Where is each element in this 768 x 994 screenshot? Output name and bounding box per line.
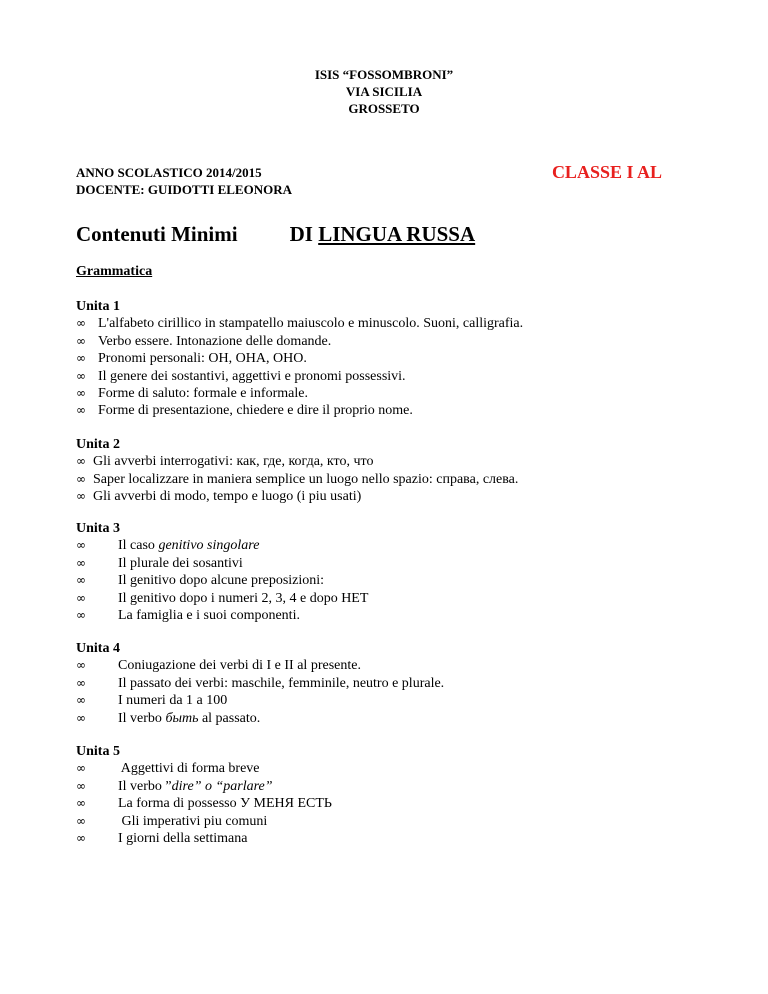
- item-emphasis: быть: [165, 710, 199, 726]
- unit-list: [76, 537, 368, 624]
- infinity-bullet-icon: ∞: [76, 555, 86, 570]
- infinity-bullet-icon: ∞: [76, 573, 86, 588]
- section-heading: Grammatica: [76, 264, 153, 279]
- item-text: Saper localizzare in maniera semplice un luogo nello spazio: справа, слева.: [93, 471, 519, 487]
- item-text: Pronomi personali: OH, OHA, OHO.: [98, 351, 307, 367]
- unit-1: [76, 298, 523, 420]
- unit-heading: Unita 5: [76, 744, 120, 759]
- school-city: GROSSETO: [348, 101, 420, 116]
- unit-5: [76, 743, 332, 847]
- item-text: Il genitivo dopo alcune preposizioni:: [118, 573, 325, 589]
- unit-heading: Unita 2: [76, 437, 120, 452]
- unit-2: [76, 436, 518, 506]
- item-text: Aggettivi di forma breve: [118, 761, 260, 777]
- item-text: Il verbo ”: [118, 778, 172, 794]
- list-item: [76, 537, 368, 554]
- infinity-bullet-icon: ∞: [76, 658, 86, 673]
- unit-3: [76, 520, 368, 624]
- item-text-tail: al passato.: [198, 710, 261, 726]
- list-item: [76, 675, 444, 692]
- infinity-bullet-icon: ∞: [76, 761, 86, 776]
- list-item: [76, 710, 444, 727]
- school-year: ANNO SCOLASTICO 2014/2015: [76, 165, 262, 180]
- infinity-bullet-icon: ∞: [76, 351, 86, 366]
- list-item: [76, 590, 368, 607]
- item-text: L'alfabeto cirillico in stampatello maiuscolo e minuscolo. Suoni, calligrafia.: [98, 316, 524, 332]
- school-header: [0, 66, 768, 117]
- infinity-bullet-icon: ∞: [76, 675, 86, 690]
- unit-list: [76, 760, 332, 847]
- infinity-bullet-icon: ∞: [76, 693, 86, 708]
- list-item: [76, 350, 523, 367]
- unit-list: [76, 657, 444, 727]
- list-item: [76, 315, 523, 332]
- infinity-bullet-icon: ∞: [76, 778, 86, 793]
- title-part-3: LINGUA RUSSA: [318, 222, 476, 246]
- list-item: [76, 813, 332, 830]
- teacher: DOCENTE: GUIDOTTI ELEONORA: [76, 182, 292, 197]
- unit-heading: Unita 4: [76, 641, 120, 656]
- infinity-bullet-icon: ∞: [76, 386, 86, 401]
- list-item: [76, 760, 332, 777]
- unit-4: [76, 640, 444, 727]
- item-text: Coniugazione dei verbi di I e II al presente.: [118, 658, 361, 674]
- list-item: [76, 607, 368, 624]
- infinity-bullet-icon: ∞: [76, 710, 86, 725]
- page-title: [76, 222, 475, 247]
- list-item: [76, 488, 518, 505]
- item-text: Verbo essere. Intonazione delle domande.: [98, 333, 332, 349]
- item-text: I giorni della settimana: [118, 831, 248, 847]
- item-text: Il genere dei sostantivi, aggettivi e pronomi possessivi.: [98, 368, 406, 384]
- item-text: Gli avverbi interrogativi: как, где, когда, кто, что: [93, 454, 374, 470]
- infinity-bullet-icon: ∞: [76, 796, 86, 811]
- list-item: [76, 453, 518, 470]
- item-text: Il verbo: [118, 710, 166, 726]
- infinity-bullet-icon: ∞: [76, 333, 86, 348]
- infinity-bullet-icon: ∞: [76, 489, 86, 504]
- list-item: [76, 830, 332, 847]
- list-item: [76, 471, 518, 488]
- unit-list: [76, 315, 523, 419]
- title-part-1: Contenuti Minimi: [76, 222, 238, 246]
- list-item: [76, 555, 368, 572]
- unit-heading: Unita 1: [76, 299, 120, 314]
- infinity-bullet-icon: ∞: [76, 471, 86, 486]
- list-item: [76, 368, 523, 385]
- infinity-bullet-icon: ∞: [76, 316, 86, 331]
- class-label: CLASSE I AL: [551, 162, 662, 182]
- school-street: VIA SICILIA: [345, 84, 423, 99]
- school-name: ISIS “FOSSOMBRONI”: [314, 67, 454, 82]
- list-item: [76, 795, 332, 812]
- infinity-bullet-icon: ∞: [76, 454, 86, 469]
- title-part-2: DI: [289, 222, 319, 246]
- infinity-bullet-icon: ∞: [76, 831, 86, 846]
- item-text: Forme di presentazione, chiedere e dire il proprio nome.: [98, 403, 413, 419]
- infinity-bullet-icon: ∞: [76, 608, 86, 623]
- item-text: I numeri da 1 a 100: [118, 693, 228, 709]
- item-text: La famiglia e i suoi componenti.: [118, 608, 300, 624]
- item-text: Il caso: [118, 538, 159, 554]
- list-item: [76, 385, 523, 402]
- item-text: Forme di saluto: formale e informale.: [98, 386, 308, 402]
- item-emphasis: genitivo singolare: [158, 538, 260, 554]
- unit-heading: Unita 3: [76, 521, 120, 536]
- list-item: [76, 657, 444, 674]
- list-item: [76, 333, 523, 350]
- list-item: [76, 692, 444, 709]
- infinity-bullet-icon: ∞: [76, 538, 86, 553]
- infinity-bullet-icon: ∞: [76, 590, 86, 605]
- list-item: [76, 778, 332, 795]
- item-text: Il passato dei verbi: maschile, femminile, neutro e plurale.: [118, 675, 445, 691]
- unit-list: [76, 453, 518, 505]
- item-text: La forma di possesso У МЕНЯ ЕСТЬ: [118, 796, 332, 812]
- infinity-bullet-icon: ∞: [76, 813, 86, 828]
- item-emphasis: dire” o “parlare”: [171, 778, 273, 794]
- meta-block: [76, 164, 292, 198]
- item-text: Gli imperativi piu comuni: [118, 813, 268, 829]
- infinity-bullet-icon: ∞: [76, 403, 86, 418]
- item-text: Gli avverbi di modo, tempo e luogo (i piu usati): [93, 489, 362, 505]
- infinity-bullet-icon: ∞: [76, 368, 86, 383]
- list-item: [76, 572, 368, 589]
- item-text: Il plurale dei sosantivi: [118, 555, 243, 571]
- item-text: Il genitivo dopo i numeri 2, 3, 4 e dopo HET: [118, 590, 369, 606]
- list-item: [76, 402, 523, 419]
